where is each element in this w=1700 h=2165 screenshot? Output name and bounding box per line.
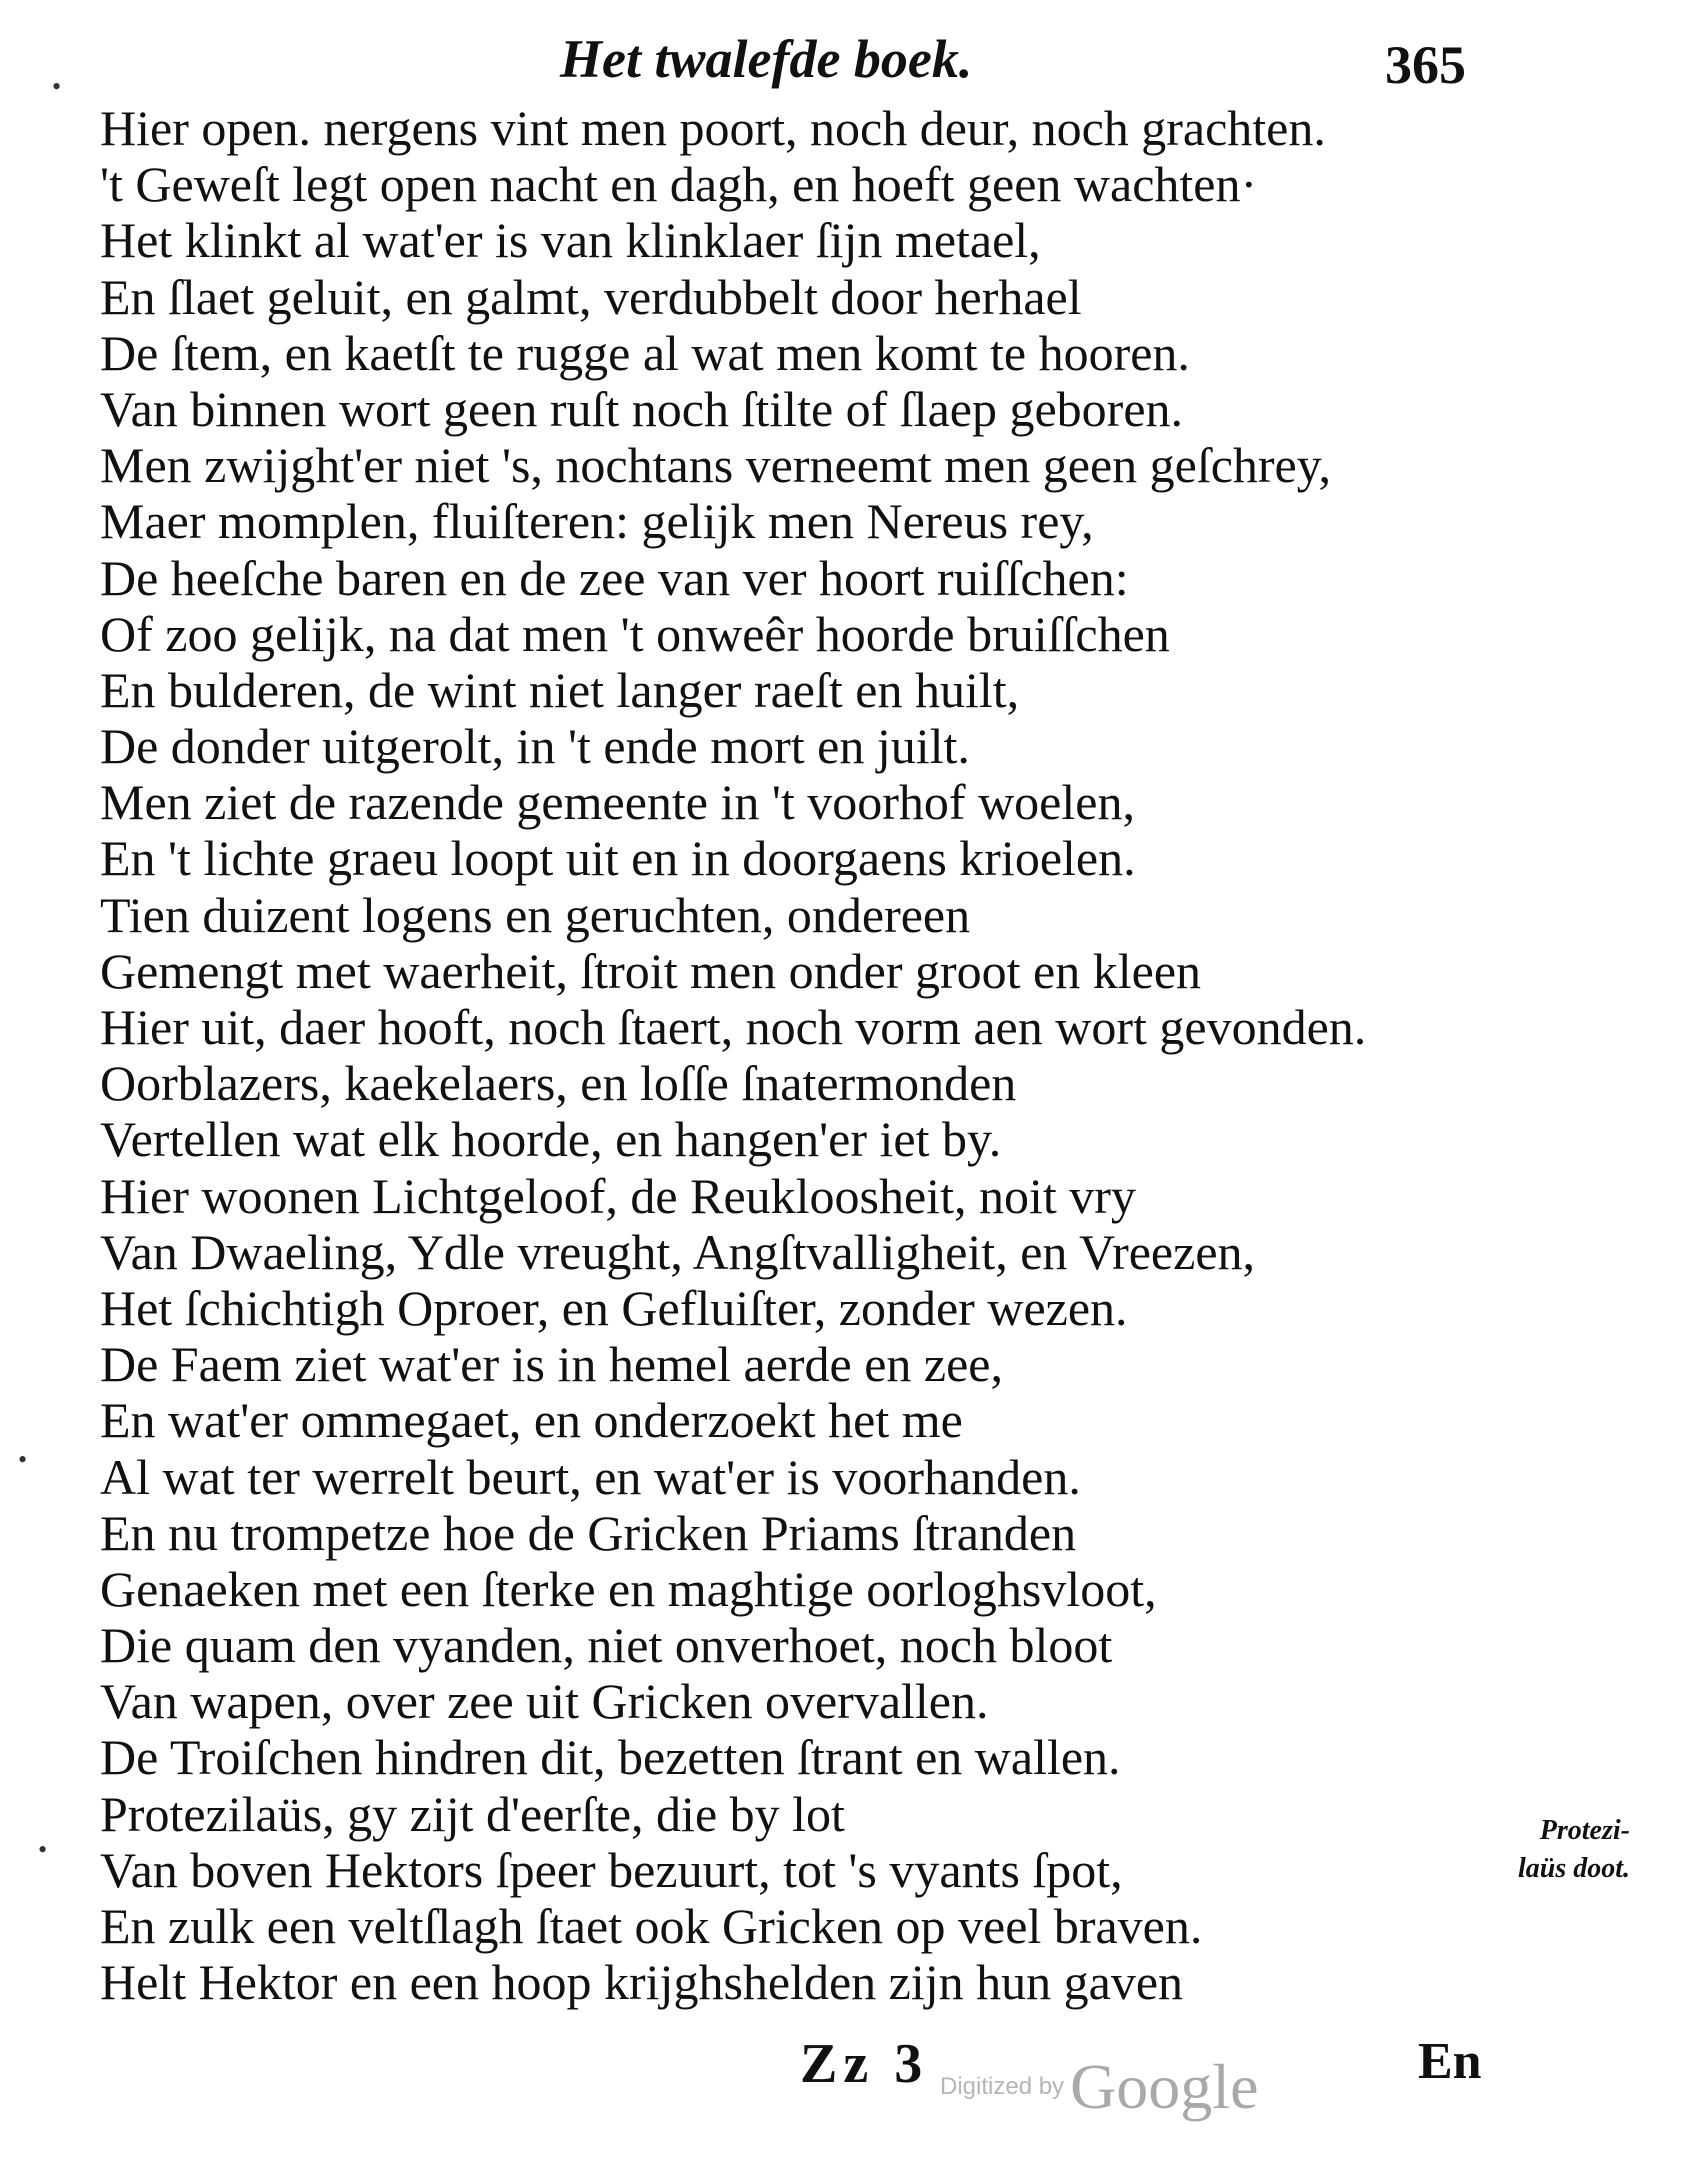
verse-line: En 't lichte graeu loopt uit en in doorgaens krioelen. [100, 830, 1136, 887]
verse-line: 't Geweſt legt open nacht en dagh, en hoeft geen wachten· [100, 156, 1258, 213]
verse-line: Men zwijght'er niet 's, nochtans verneemt men geen geſchrey, [100, 437, 1332, 494]
verse-line: Oorblazers, kaekelaers, en loſſe ſnatermonden [100, 1055, 1017, 1112]
verse-line: Het klinkt al wat'er is van klinklaer ſijn metael, [100, 212, 1041, 269]
verse-line: De Faem ziet wat'er is in hemel aerde en zee, [100, 1336, 1004, 1393]
print-speck: • [38, 1835, 48, 1864]
print-speck: • [18, 1445, 28, 1474]
verse-line: Van wapen, over zee uit Gricken overvallen. [100, 1673, 989, 1730]
verse-line: De ſtem, en kaetſt te rugge al wat men komt te hooren. [100, 324, 1190, 381]
verse-line: En wat'er ommegaet, en onderzoekt het me [100, 1392, 963, 1449]
signature-mark: Zz 3 [800, 2033, 929, 2095]
digitization-watermark [940, 2050, 1258, 2124]
verse-line: Hier open. nergens vint men poort, noch deur, noch grachten. [100, 100, 1326, 156]
verse-line: En nu trompetze hoe de Gricken Priams ſtranden [100, 1504, 1077, 1561]
verse-line: Van binnen wort geen ruſt noch ſtilte of ſlaep geboren. [100, 380, 1184, 437]
verse-line: De heeſche baren en de zee van ver hoort ruiſſchen: [100, 549, 1129, 606]
verse-line: Of zoo gelijk, na dat men 't onweêr hoorde bruiſſchen [100, 605, 1170, 662]
verse-line: Gemengt met waerheit, ſtroit men onder groot en kleen [100, 942, 1202, 999]
verse-line: Helt Hektor en een hoop krijghshelden zijn hun gaven [100, 1954, 1184, 2011]
verse-line: Protezilaüs, gy zijt d'eerſte, die by lot [100, 1785, 845, 1842]
verse-line: Hier uit, daer hooft, noch ſtaert, noch vorm aen wort gevonden. [100, 999, 1367, 1055]
running-head: Het twalefde boek. [560, 29, 973, 89]
verse-line: Van Dwaeling, Ydle vreught, Angſtvalligheit, en Vreezen, [100, 1223, 1256, 1280]
verse-line: Tien duizent logens en geruchten, ondereen [100, 886, 971, 943]
watermark-logo: Google [1070, 2051, 1259, 2122]
verse-line: En zulk een veltſlagh ſtaet ook Gricken op veel braven. [100, 1898, 1203, 1954]
verse-line: Men ziet de razende gemeente in 't voorhof woelen, [100, 774, 1135, 831]
verse-line: Hier woonen Lichtgeloof, de Reukloosheit, noit vry [100, 1167, 1136, 1224]
verse-line: En bulderen, de wint niet langer raeſt en huilt, [100, 661, 1020, 718]
margin-note [1470, 1812, 1630, 1888]
verse-line: Van boven Hektors ſpeer bezuurt, tot 's vyants ſpot, [100, 1841, 1123, 1898]
verse-text [100, 100, 1480, 2010]
watermark-prefix: Digitized by [940, 2073, 1065, 2100]
verse-line: De Troiſchen hindren dit, bezetten ſtrant en wallen. [100, 1729, 1121, 1786]
print-speck: • [52, 72, 62, 101]
verse-line: Maer momplen, fluiſteren: gelijk men Nereus rey, [100, 493, 1094, 550]
margin-note-line-1: Protezi- [1539, 1815, 1630, 1846]
verse-line: En ſlaet geluit, en galmt, verdubbelt door herhael [100, 268, 1082, 325]
verse-line: Vertellen wat elk hoorde, en hangen'er iet by. [100, 1111, 1002, 1168]
verse-line: Die quam den vyanden, niet onverhoet, noch bloot [100, 1617, 1113, 1674]
page-number: 365 [1385, 35, 1466, 95]
verse-line: Genaeken met een ſterke en maghtige oorloghsvloot, [100, 1560, 1157, 1617]
catchword: En [1418, 2033, 1482, 2090]
verse-line: Al wat ter werrelt beurt, en wat'er is voorhanden. [100, 1448, 1081, 1505]
margin-note-line-2: laüs doot. [1517, 1853, 1630, 1884]
verse-line: Het ſchichtigh Oproer, en Gefluiſter, zonder wezen. [100, 1279, 1128, 1336]
verse-line: De donder uitgerolt, in 't ende mort en juilt. [100, 718, 970, 775]
